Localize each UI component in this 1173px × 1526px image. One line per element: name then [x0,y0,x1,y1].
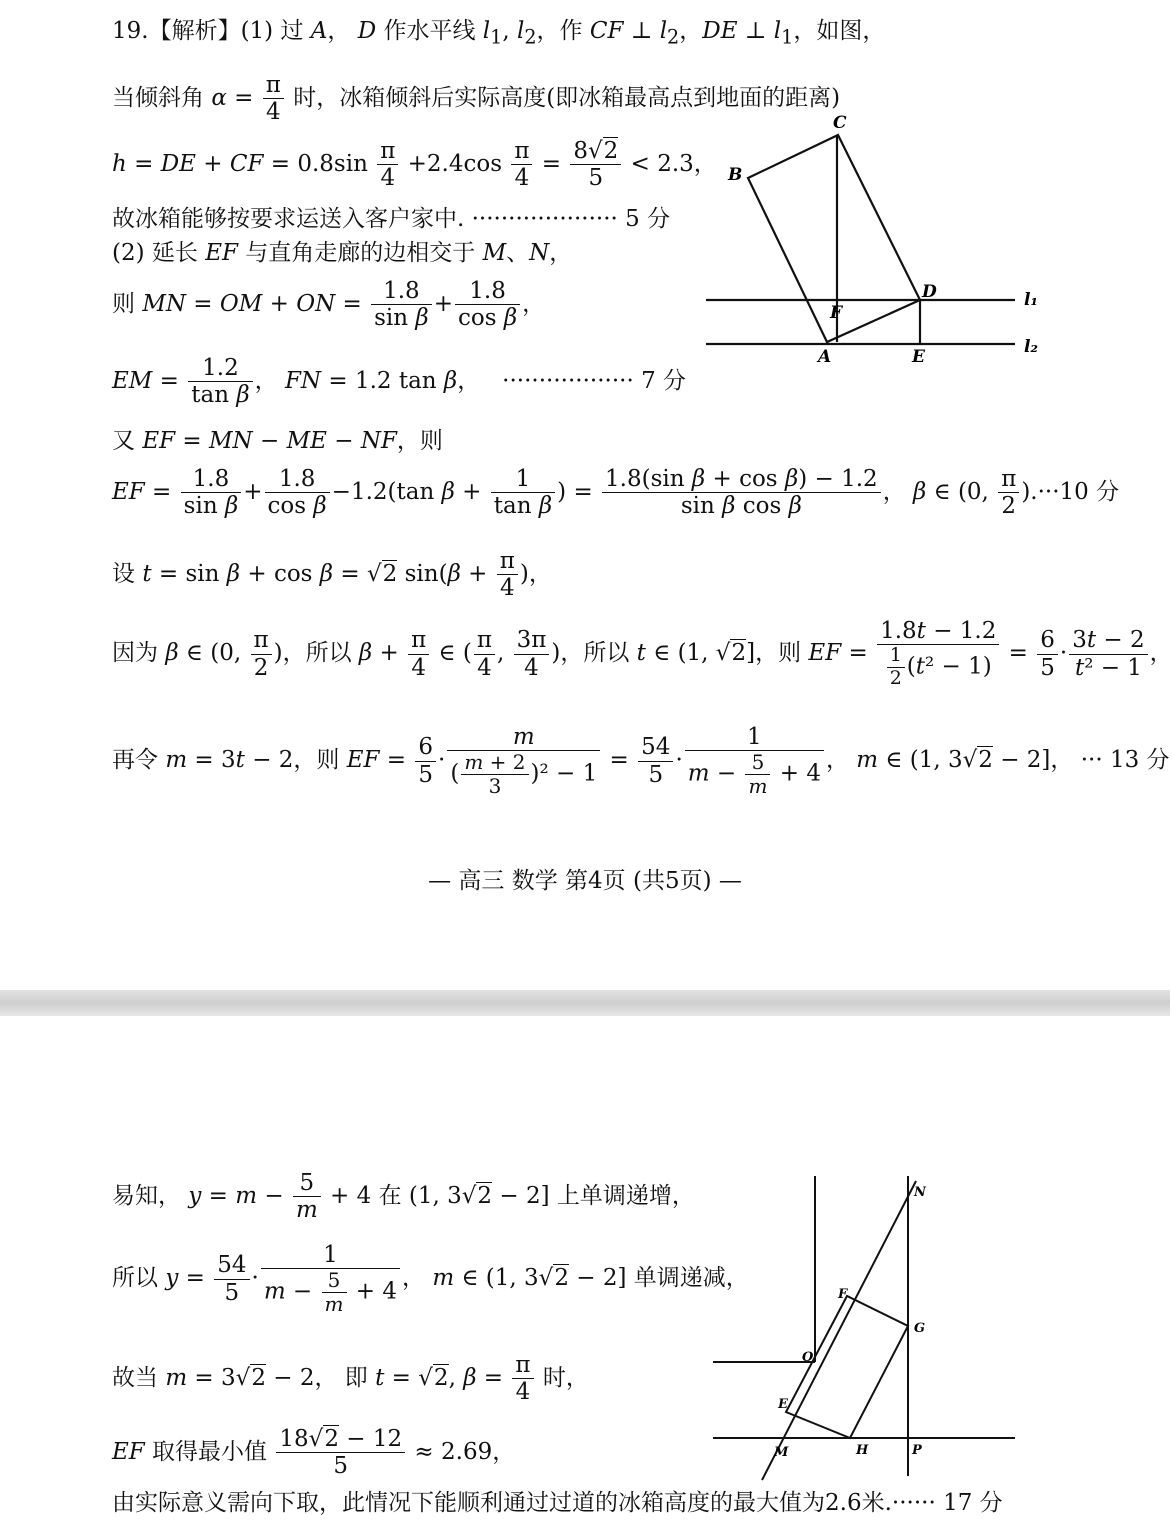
page-footer: — 高三 数学 第4页 (共5页) — [428,868,742,894]
monotonic-decrease: 所以 y = $\frac{54}{5}$ · 1 m − $\frac{5}{m}$ + 4 ， m ∈ (1, 3√2 − 2] 单调递减， [112,1242,749,1317]
label-H: H [856,1443,869,1458]
minimum-value: EF 取得最小值 $\frac{18√2 - 12}{5}$ ≈ 2.69， [112,1426,516,1480]
part2-intro: (2) 延长 EF 与直角走廊的边相交于 M、N， [112,240,573,266]
label-G: G [914,1321,926,1336]
label-O: O [802,1350,814,1365]
m-substitution: 再令 m = 3t − 2，则 EF = $\frac{6}{5}$ · m ( $\frac{m + 2}{3}$ )² − 1 = $\frac{54}{5}$ · 1 m − $\frac{5}{m}$ + 4 ， m ∈ (1, 3√2 − 2]， ··· 13 分 [112,724,1170,799]
monotonic-increase: 易知， y = m − $\frac{5}{m}$ + 4 在 (1, 3√2 − 2] 上单调递增， [112,1170,695,1224]
t-range-formula: 因为 β ∈ (0, $\frac{\pi}{2}$ )，所以 β + $\frac{\pi}{4}$ ∈ ( $\frac{\pi}{4}$ , $\frac{3\pi}{4}$ )，所以 t ∈ (1, √2]，则 EF = 1.8t − 1.2 $\frac{1}{2}$ (t² − 1) = $\frac{6}{5}$ · $\frac{3t - 2}{\text{t² − 1}}$ ， [112,618,1173,690]
figure-2-corridor [700,1156,1040,1496]
label-N: N [914,1185,926,1200]
label-F: F [830,303,843,323]
page-2 [0,1016,1170,1526]
label-M: M [774,1445,789,1460]
height-formula: h = DE + CF = 0.8sin $\frac{\pi}{4}$ +2.4cos $\frac{\pi}{4}$ = $\frac{8√2}{5}$ < 2.3， [112,138,717,192]
page-separator [0,990,1170,1016]
final-answer: 由实际意义需向下取，此情况下能顺利通过过道的冰箱高度的最大值为2.6米.······ 17 分 [112,1490,1003,1516]
label-A: A [818,347,832,367]
label-B: B [728,165,743,185]
ef-formula: EF = $\frac{1.8}{\text{sin β}}$ + $\frac{1.8}{\text{cos β}}$ −1.2(tan β + $\frac{1}{\text{tan β}}$ ) = $\frac{\text{1.8(sin β + cos β) − 1.2}}{\text{sin β cos β}}$ ， β ∈ (0, $\frac{\pi}{2}$ ).···10 分 [112,466,1120,520]
ef-relation: 又 EF = MN − ME − NF，则 [112,428,443,454]
label-E2: E [778,1397,788,1412]
condition-line: 当倾斜角 α = $\frac{\pi}{4}$ 时，冰箱倾斜后实际高度(即冰箱最高点到地面的距离) [112,72,841,126]
em-fn-formula: EM = $\frac{1.2}{\text{tan β}}$ ， FN = 1.2 tan β， ·················· 7 分 [112,355,687,409]
mn-formula: 则 MN = OM + ON = $\frac{1.8}{\text{sin β}}$ + $\frac{1.8}{\text{cos β}}$ ， [112,278,546,332]
figure-1-refrigerator-tilt [700,108,1060,370]
label-C: C [833,113,847,133]
solution-heading: 19.【解析】(1) 过 A， D 作水平线 $l_1$, $l_2$，作 CF ⊥ $l_2$，DE ⊥ $l_1$，如图， [112,18,886,49]
label-F2: F [838,1287,848,1302]
label-E: E [912,347,925,367]
t-substitution: 设 t = sin β + cos β = √2 sin(β + $\frac{\pi}{4}$ )， [112,548,552,602]
label-D: D [922,282,937,302]
conclusion-line-1: 故冰箱能够按要求运送入客户家中. ···················· 5 分 [112,206,671,232]
label-l2: l₂ [1024,337,1038,357]
label-l1: l₁ [1024,290,1038,310]
label-P: P [912,1443,922,1458]
minimum-condition: 故当 m = 3√2 − 2， 即 t = √2, β = $\frac{\pi}{4}$ 时， [112,1352,589,1406]
